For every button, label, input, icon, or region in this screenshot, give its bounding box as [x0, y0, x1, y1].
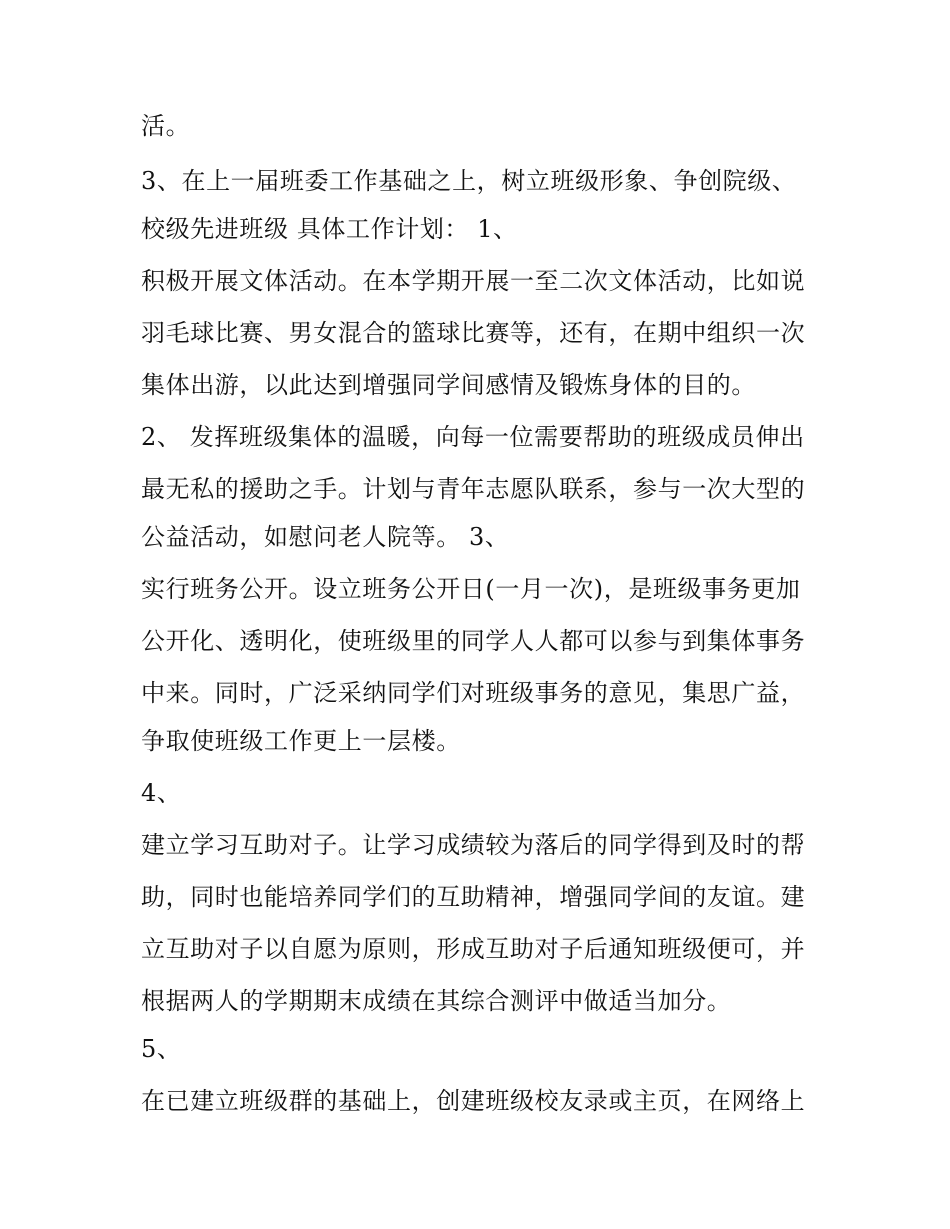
text-line: 3、在上一届班委工作基础之上，树立班级形象、争创院级、 [141, 167, 797, 195]
text-line: 争取使班级工作更上一层楼。 [141, 727, 461, 755]
text-line: 在已建立班级群的基础上，创建班级校友录或主页，在网络上 [141, 1087, 806, 1115]
text-line: 5、 [141, 1035, 182, 1063]
text-line: 集体出游，以此达到增强同学间感情及锻炼身体的目的。 [141, 371, 756, 399]
text-line: 实行班务公开。设立班务公开日(一月一次)，是班级事务更加 [141, 575, 801, 603]
text-line: 立互助对子以自愿为原则，形成互助对子后通知班级便可，并 [141, 935, 806, 963]
text-line: 公益活动，如慰问老人院等。 3、 [141, 523, 510, 551]
text-line: 校级先进班级 具体工作计划： 1、 [141, 215, 518, 243]
text-line: 中来。同时，广泛采纳同学们对班级事务的意见，集思广益， [141, 679, 806, 707]
text-line: 根据两人的学期期末成绩在其综合测评中做适当加分。 [141, 987, 732, 1015]
text-line: 建立学习互助对子。让学习成绩较为落后的同学得到及时的帮 [141, 831, 806, 859]
text-line: 羽毛球比赛、男女混合的篮球比赛等，还有，在期中组织一次 [141, 319, 806, 347]
text-line: 活。 [141, 112, 191, 140]
text-line: 最无私的援助之手。计划与青年志愿队联系，参与一次大型的 [141, 475, 806, 503]
text-line: 公开化、透明化，使班级里的同学人人都可以参与到集体事务 [141, 627, 806, 655]
text-line: 4、 [141, 779, 182, 807]
text-line: 积极开展文体活动。在本学期开展一至二次文体活动，比如说 [141, 267, 806, 295]
text-line: 2、 发挥班级集体的温暖，向每一位需要帮助的班级成员伸出 [141, 423, 805, 451]
text-line: 助，同时也能培养同学们的互助精神，增强同学间的友谊。建 [141, 883, 806, 911]
